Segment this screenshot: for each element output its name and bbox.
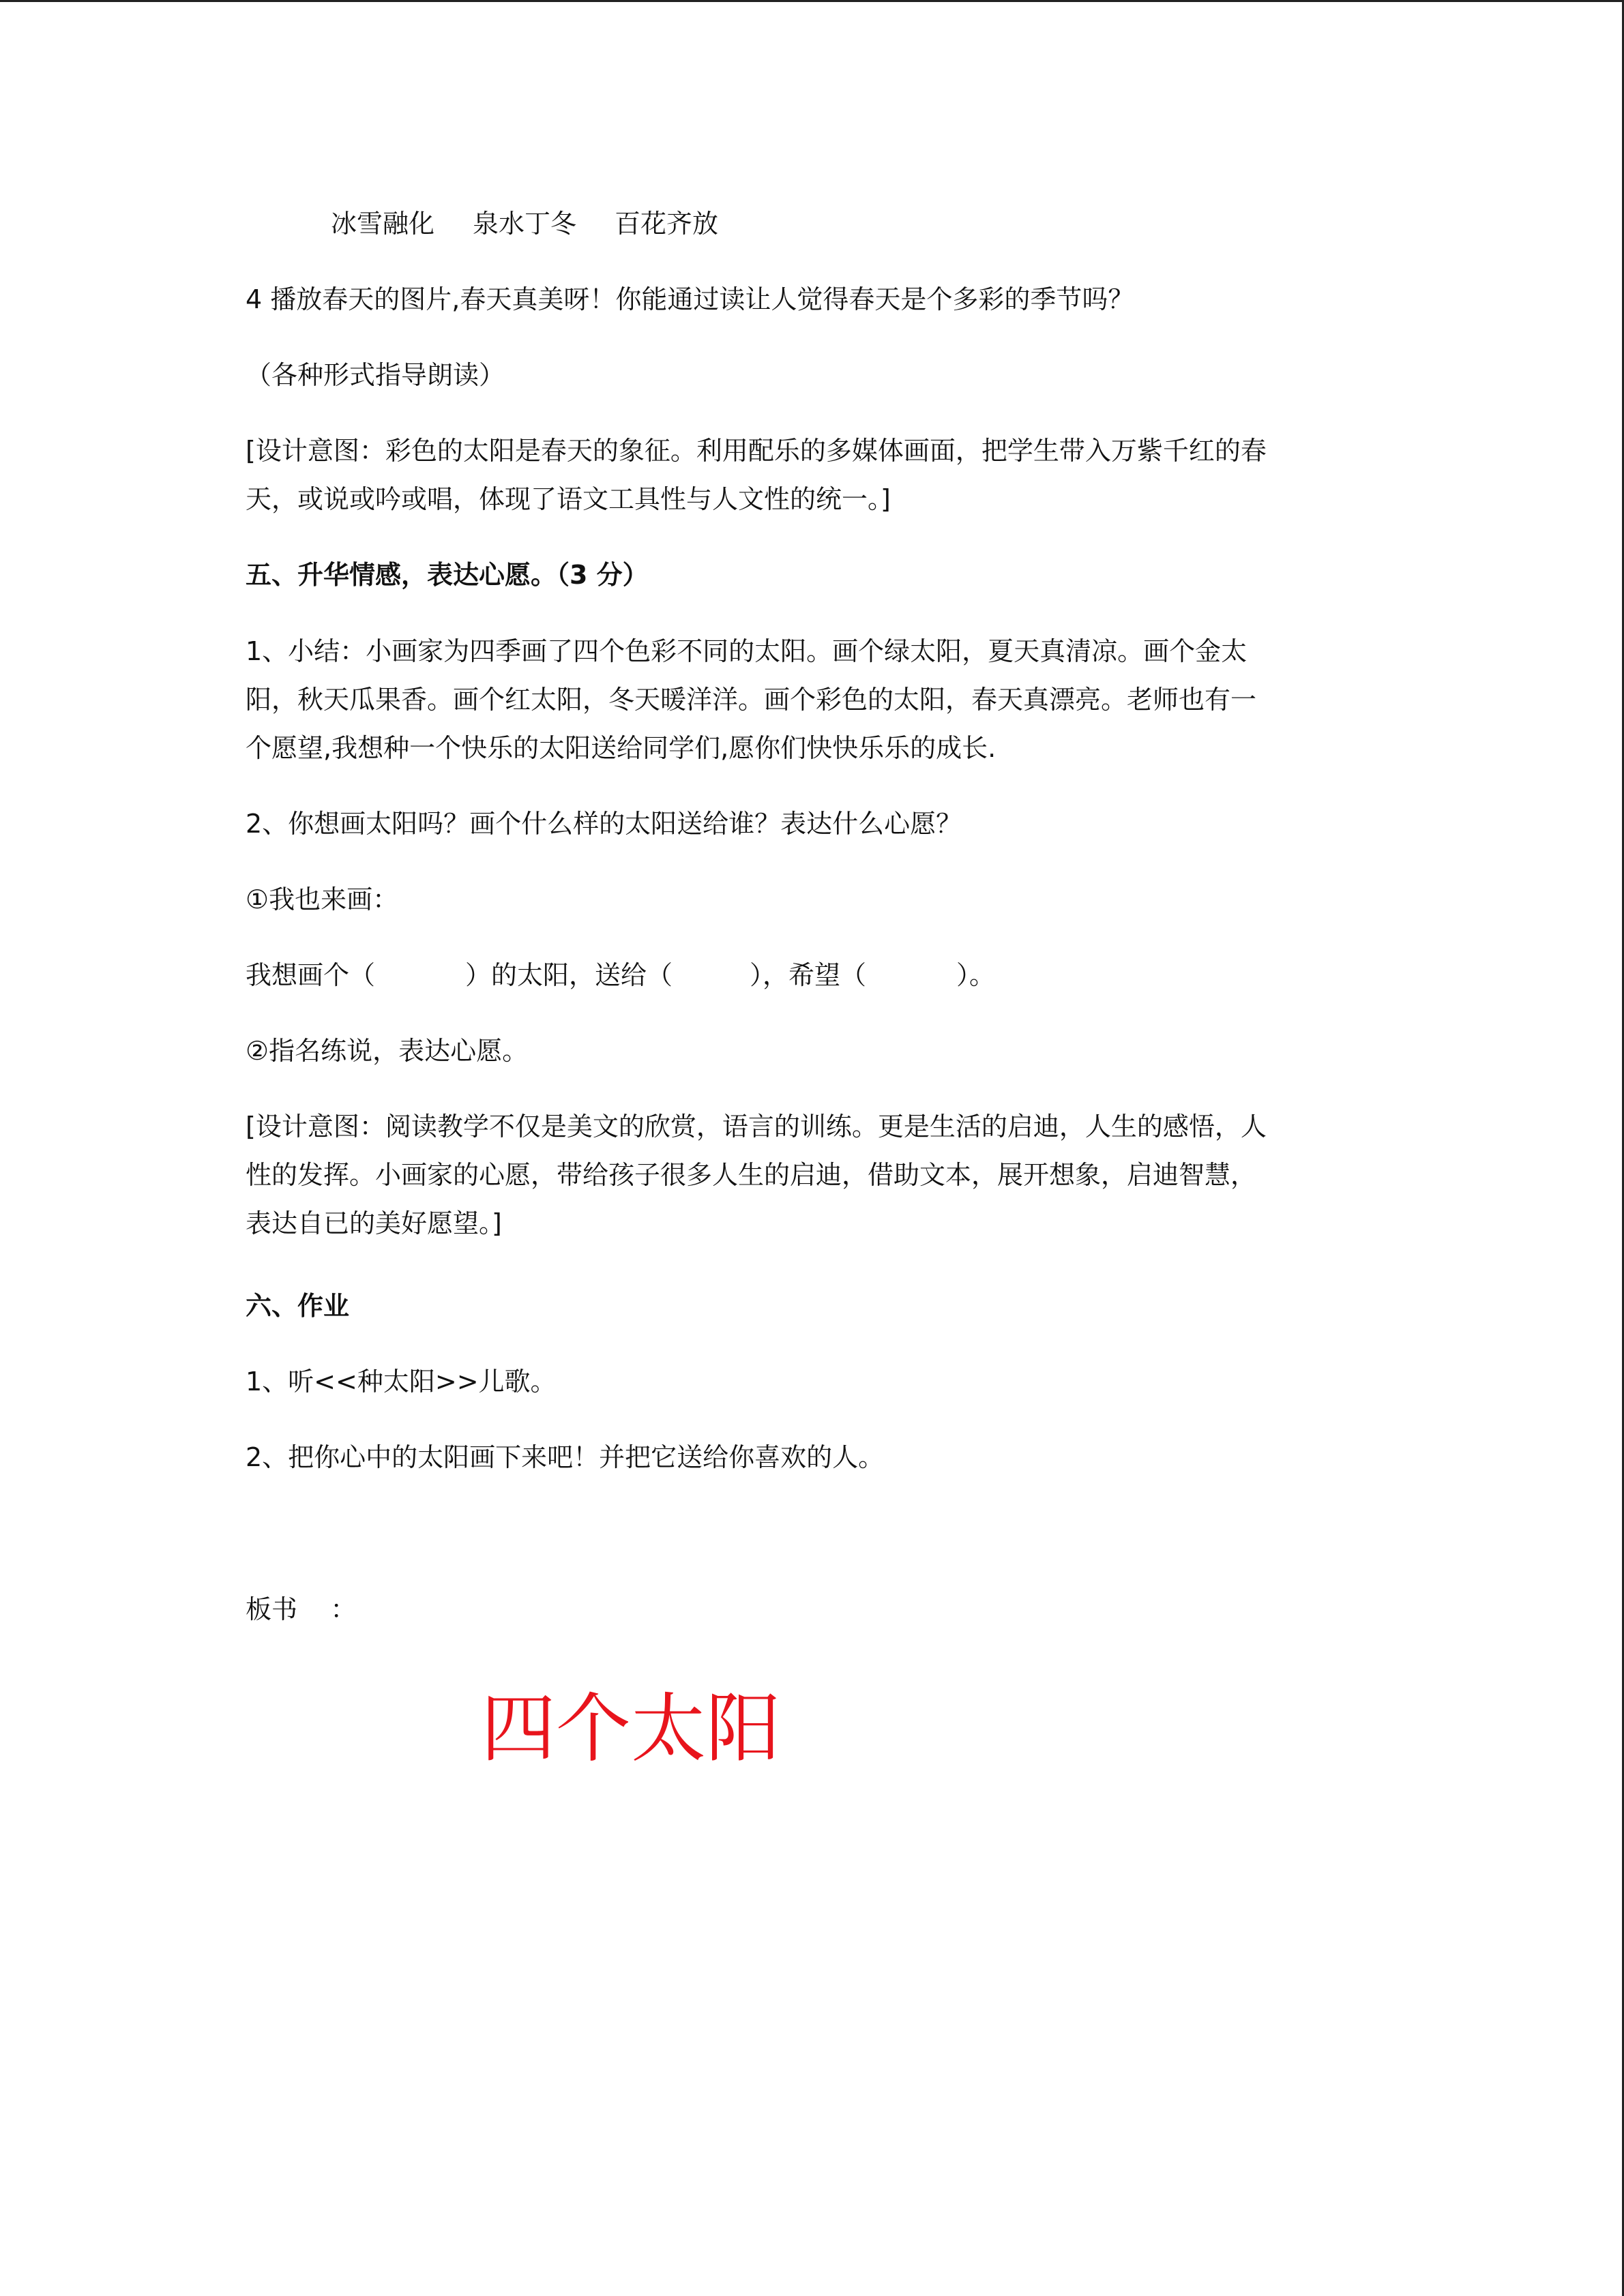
- word-1: 冰雪融化: [331, 209, 435, 239]
- step-1: ①我也来画：: [246, 884, 399, 914]
- fill-part-a: 我想画个（: [246, 960, 376, 990]
- fill-part-d: ）。: [956, 960, 996, 990]
- section-6-heading: 六、作业: [246, 1291, 350, 1321]
- homework-2: 2、把你心中的太阳画下来吧！并把它送给你喜欢的人。: [246, 1442, 885, 1472]
- fill-part-c: ），希望（: [750, 960, 867, 990]
- fill-in-sentence: [246, 951, 1378, 1000]
- reading-guide: （各种形式指导朗读）: [246, 360, 505, 390]
- word-list-line: [331, 200, 1463, 248]
- summary-line-3: 个愿望,我想种一个快乐的太阳送给同学们,愿你们快快乐乐的成长.: [246, 733, 996, 763]
- fill-part-b: ）的太阳，送给（: [465, 960, 673, 990]
- board-label: 板书 ：: [246, 1594, 357, 1624]
- word-2: 泉水丁冬: [473, 209, 577, 239]
- design-intent-1-line-2: 天，或说或吟或唱，体现了语文工具性与人文性的统一。]: [246, 484, 891, 514]
- design-intent-1-line-1: [设计意图：彩色的太阳是春天的象征。利用配乐的多媒体画面，把学生带入万紫千红的春: [246, 436, 1267, 466]
- design-intent-2-line-3: 表达自已的美好愿望。]: [246, 1208, 502, 1238]
- summary-line-1: 1、小结：小画家为四季画了四个色彩不同的太阳。画个绿太阳，夏天真清凉。画个金太: [246, 636, 1247, 666]
- item-4: 4 播放春天的图片,春天真美呀！你能通过读让人觉得春天是个多彩的季节吗？: [246, 284, 1134, 314]
- word-3: 百花齐放: [615, 209, 719, 239]
- board-title: 四个太阳: [481, 1685, 781, 1772]
- design-intent-2-line-1: [设计意图：阅读教学不仅是美文的欣赏，语言的训练。更是生活的启迪，人生的感悟，人: [246, 1112, 1267, 1142]
- question-2: 2、你想画太阳吗？画个什么样的太阳送给谁？表达什么心愿？: [246, 809, 962, 839]
- homework-1: 1、听<<种太阳>>儿歌。: [246, 1367, 557, 1397]
- step-2: ②指名练说，表达心愿。: [246, 1036, 529, 1066]
- section-5-heading: 五、升华情感，表达心愿。（3 分）: [246, 560, 649, 590]
- summary-line-2: 阳，秋天瓜果香。画个红太阳，冬天暖洋洋。画个彩色的太阳，春天真漂亮。老师也有一: [246, 685, 1257, 715]
- design-intent-2-line-2: 性的发挥。小画家的心愿，带给孩子很多人生的启迪，借助文本，展开想象，启迪智慧，: [246, 1160, 1257, 1190]
